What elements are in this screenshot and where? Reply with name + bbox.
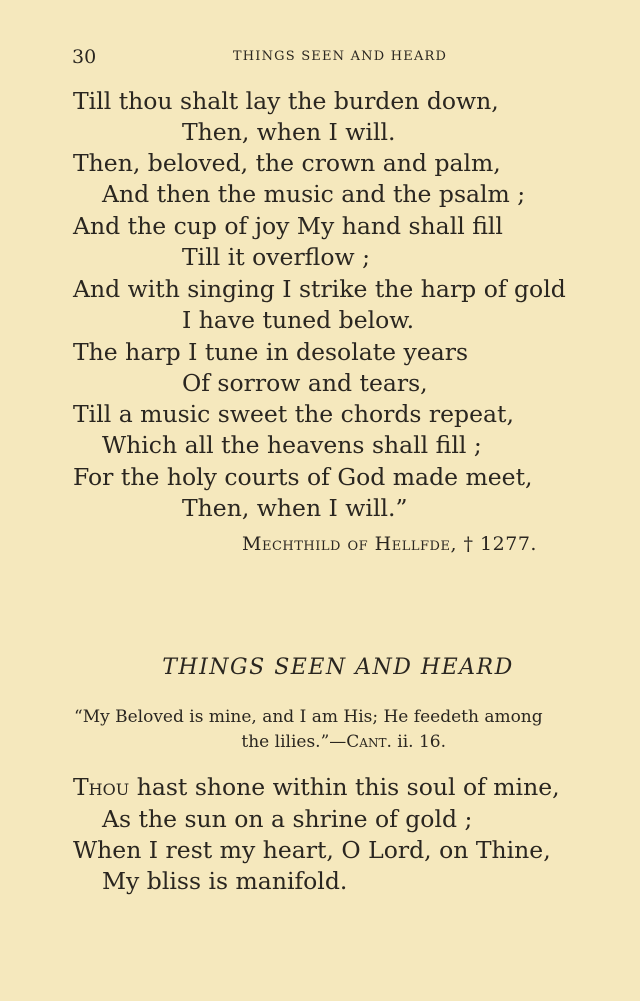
running-head: THINGS SEEN AND HEARD bbox=[232, 49, 448, 64]
poem-line: For the holy courts of God made meet, bbox=[73, 463, 533, 491]
poem-line: Which all the heavens shall fill ; bbox=[102, 431, 482, 459]
poem-line: I have tuned below. bbox=[182, 306, 415, 334]
poem-line: Of sorrow and tears, bbox=[182, 369, 428, 397]
poem-line: Then, when I will. bbox=[182, 118, 396, 146]
poem-attribution: Mechthild of Hellfde, † 1277. bbox=[242, 533, 537, 555]
poem-line: Till thou shalt lay the burden down, bbox=[73, 87, 499, 115]
epigraph-source: Cant. bbox=[346, 732, 392, 752]
poem-first-word: Thou bbox=[73, 773, 130, 801]
epigraph-line: “My Beloved is mine, and I am His; He feedeth among bbox=[74, 707, 543, 727]
poem-line: When I rest my heart, O Lord, on Thine, bbox=[73, 836, 551, 864]
epigraph bbox=[74, 705, 604, 755]
poem-line: Then, when I will.” bbox=[182, 494, 408, 522]
poem-line: The harp I tune in desolate years bbox=[73, 338, 469, 366]
epigraph-line bbox=[74, 730, 604, 755]
poem-line-rest: hast shone within this soul of mine, bbox=[129, 773, 560, 801]
poem-line: Then, beloved, the crown and palm, bbox=[73, 149, 501, 177]
poem-line: And the cup of joy My hand shall fill bbox=[73, 212, 503, 240]
poem-line: Till it overflow ; bbox=[182, 243, 371, 271]
epigraph-reference: ii. 16. bbox=[391, 732, 446, 752]
poem-line: And with singing I strike the harp of gold bbox=[73, 275, 566, 303]
poem-line: And then the music and the psalm ; bbox=[102, 180, 526, 208]
page-number: 30 bbox=[72, 46, 97, 68]
poem-line: As the sun on a shrine of gold ; bbox=[102, 805, 473, 833]
poem-line bbox=[73, 773, 560, 801]
epigraph-text: the lilies.”— bbox=[241, 732, 347, 752]
section-title: THINGS SEEN AND HEARD bbox=[162, 655, 514, 680]
page-header bbox=[0, 46, 640, 74]
poem-line: My bliss is manifold. bbox=[102, 867, 348, 895]
poem-line: Till a music sweet the chords repeat, bbox=[73, 400, 514, 428]
